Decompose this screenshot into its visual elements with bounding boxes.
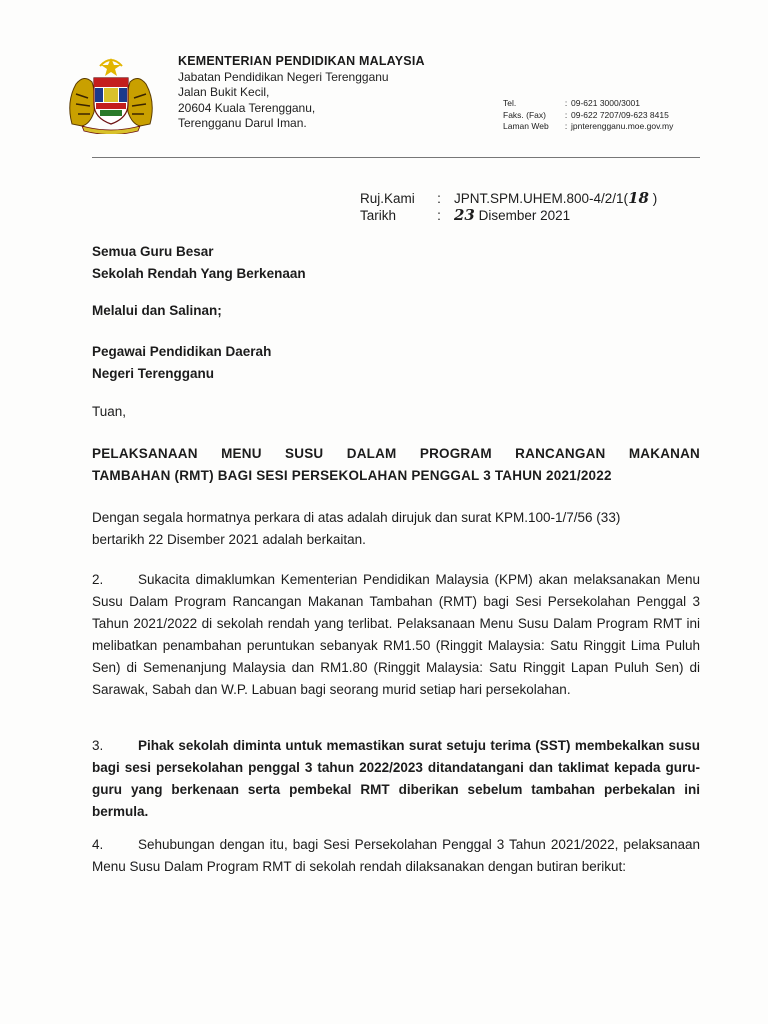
malaysia-coat-of-arms-icon bbox=[62, 54, 160, 134]
address-line: 20604 Kuala Terengganu, bbox=[178, 100, 316, 115]
contact-value: 09-621 3000/3001 bbox=[571, 98, 641, 108]
reference-block bbox=[360, 190, 657, 224]
ministry-title: KEMENTERIAN PENDIDIKAN MALAYSIA bbox=[178, 54, 425, 68]
handwritten-number: 18 bbox=[628, 189, 649, 207]
contact-value: 09-622 7207/09-623 8415 bbox=[571, 109, 669, 120]
contact-label: Faks. (Fax) bbox=[503, 109, 546, 120]
reference-number bbox=[454, 190, 657, 207]
paragraph-3 bbox=[92, 735, 700, 823]
contact-label: Tel. bbox=[503, 98, 517, 108]
salutation: Tuan, bbox=[92, 404, 127, 419]
paragraph-text: Pihak sekolah diminta untuk memastikan surat setuju terima (SST) membekalkan susu bagi sesi persekolahan penggal 3 tahun 2022/2023 ditandatangani dan taklimat kepada guru-guru yang berkenaan serta pembekal RMT diberikan sebelum tambahan perbekalan ini bermula. bbox=[92, 738, 700, 819]
reference-value: JPNT.SPM.UHEM.800-4/2/1( bbox=[454, 191, 629, 206]
reference-row bbox=[360, 190, 657, 207]
subject-line: TAMBAHAN (RMT) BAGI SESI PERSEKOLAHAN PENGGAL 3 TAHUN 2021/2022 bbox=[92, 468, 612, 483]
paragraph-number: 2. bbox=[92, 572, 104, 587]
paragraph-line: Dengan segala hormatnya perkara di atas adalah dirujuk dan surat KPM.100-1/7/56 (33) bbox=[92, 510, 621, 525]
paragraph-number: 4. bbox=[92, 837, 104, 852]
reference-separator: : bbox=[437, 191, 441, 206]
subject-heading bbox=[92, 443, 700, 487]
paragraph-number: 3. bbox=[92, 738, 104, 753]
contact-separator: : bbox=[564, 109, 568, 120]
recipient-line: Semua Guru Besar bbox=[92, 244, 214, 259]
recipient-line: Sekolah Rendah Yang Berkenaan bbox=[92, 266, 306, 281]
contact-web bbox=[503, 121, 673, 133]
letterhead-divider bbox=[92, 157, 700, 158]
contact-fax bbox=[503, 110, 673, 122]
copy-to bbox=[92, 341, 700, 385]
contact-value: jpnterengganu.moe.gov.my bbox=[571, 121, 674, 131]
date-month-year: Disember 2021 bbox=[478, 208, 571, 223]
date-value bbox=[454, 207, 570, 224]
letterhead-address bbox=[178, 54, 425, 132]
contact-label: Laman Web bbox=[503, 121, 549, 131]
paragraph-line: bertarikh 22 Disember 2021 adalah berkaitan. bbox=[92, 532, 366, 547]
subject-line: PELAKSANAAN MENU SUSU DALAM PROGRAM RANCANGAN MAKANAN bbox=[92, 446, 700, 461]
recipient bbox=[92, 241, 700, 285]
date-row bbox=[360, 207, 657, 224]
date-separator: : bbox=[437, 208, 441, 223]
paragraph-4 bbox=[92, 834, 700, 878]
copy-to-line: Pegawai Pendidikan Daerah bbox=[92, 344, 272, 359]
paragraph-2 bbox=[92, 569, 700, 701]
address-line: Jalan Bukit Kecil, bbox=[178, 85, 270, 99]
paragraph-text: Sehubungan dengan itu, bagi Sesi Persekolahan Penggal 3 Tahun 2021/2022, pelaksanaan Menu Susu Dalam Program RMT di sekolah rendah dilaksanakan dengan butiran berikut: bbox=[92, 837, 700, 874]
letterhead-contacts bbox=[503, 98, 673, 133]
via-line: Melalui dan Salinan; bbox=[92, 303, 222, 318]
reference-close: ) bbox=[652, 191, 658, 206]
address-line: Terengganu Darul Iman. bbox=[178, 116, 307, 130]
contact-tel bbox=[503, 98, 673, 110]
address-line: Jabatan Pendidikan Negeri Terengganu bbox=[178, 69, 389, 84]
contact-separator: : bbox=[564, 98, 568, 108]
date-label: Tarikh bbox=[360, 208, 397, 223]
copy-to-line: Negeri Terengganu bbox=[92, 366, 215, 381]
paragraph-1 bbox=[92, 507, 700, 551]
paragraph-text: Sukacita dimaklumkan Kementerian Pendidikan Malaysia (KPM) akan melaksanakan Menu Susu Dalam Program Rancangan Makanan Tambahan (RMT) bagi Sesi Persekolahan Penggal 3 Tahun 2021/2022 di sekolah rendah yang terlibat. Pelaksanaan Menu Susu Dalam Program RMT ini melibatkan penambahan peruntukan sebanyak RM1.50 (Ringgit Malaysia: Satu Ringgit Lima Puluh Sen) di Semenanjung Malaysia dan RM1.80 (Ringgit Malaysia: Satu Ringgit Lapan Puluh Sen) di Sarawak, Sabah dan W.P. Labuan bagi seorang murid setiap hari persekolahan. bbox=[92, 572, 700, 697]
contact-separator: : bbox=[564, 121, 568, 131]
handwritten-day: 23 bbox=[454, 206, 475, 224]
reference-label: Ruj.Kami bbox=[360, 191, 415, 206]
